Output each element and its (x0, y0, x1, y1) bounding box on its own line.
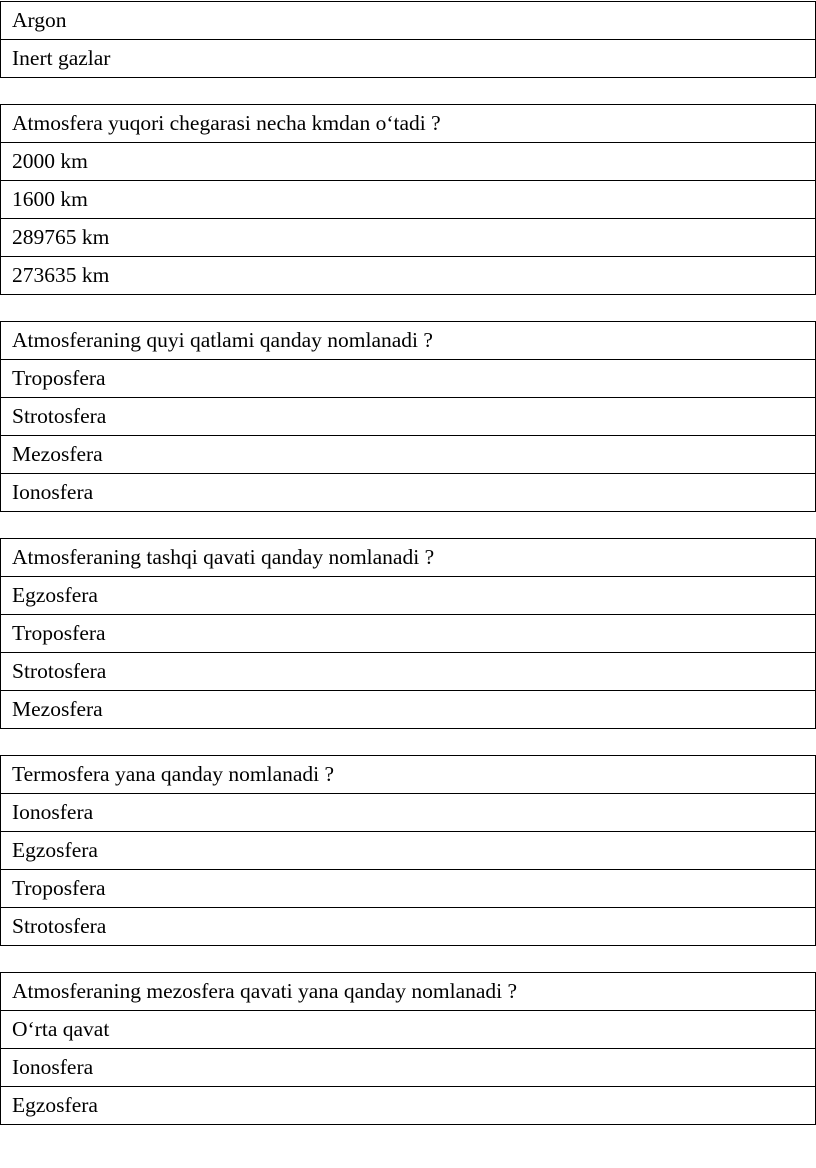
option-cell: Mezosfera (1, 691, 816, 729)
answer-table-continued (0, 1, 816, 78)
table-row (1, 2, 816, 40)
option-cell: 289765 km (1, 219, 816, 257)
table-row (1, 1011, 816, 1049)
table-row (1, 870, 816, 908)
option-cell: Mezosfera (1, 436, 816, 474)
question-cell: Termosfera yana qanday nomlanadi ? (1, 756, 816, 794)
option-cell: Ionosfera (1, 794, 816, 832)
question-cell: Atmosfera yuqori chegarasi necha kmdan o‘tadi ? (1, 105, 816, 143)
table-row (1, 181, 816, 219)
option-cell: 1600 km (1, 181, 816, 219)
table-row (1, 436, 816, 474)
table-row (1, 322, 816, 360)
table-row (1, 40, 816, 78)
table-row (1, 832, 816, 870)
question-cell: Atmosferaning mezosfera qavati yana qanday nomlanadi ? (1, 973, 816, 1011)
option-cell: Argon (1, 2, 816, 40)
table-row (1, 105, 816, 143)
option-cell: Ionosfera (1, 1049, 816, 1087)
option-cell: Troposfera (1, 360, 816, 398)
option-cell: Ionosfera (1, 474, 816, 512)
option-cell: 273635 km (1, 257, 816, 295)
table-row (1, 398, 816, 436)
option-cell: Troposfera (1, 870, 816, 908)
option-cell: Troposfera (1, 615, 816, 653)
table-row (1, 615, 816, 653)
option-cell: Egzosfera (1, 832, 816, 870)
table-row (1, 257, 816, 295)
option-cell: Strotosfera (1, 908, 816, 946)
table-row (1, 691, 816, 729)
option-cell: Strotosfera (1, 398, 816, 436)
table-row (1, 756, 816, 794)
question-table (0, 321, 816, 512)
table-row (1, 577, 816, 615)
option-cell: Inert gazlar (1, 40, 816, 78)
question-table (0, 104, 816, 295)
table-row (1, 1049, 816, 1087)
question-cell: Atmosferaning quyi qatlami qanday nomlanadi ? (1, 322, 816, 360)
table-row (1, 360, 816, 398)
option-cell: 2000 km (1, 143, 816, 181)
table-row (1, 794, 816, 832)
question-table (0, 972, 816, 1125)
option-cell: Strotosfera (1, 653, 816, 691)
table-row (1, 973, 816, 1011)
question-cell: Atmosferaning tashqi qavati qanday nomlanadi ? (1, 539, 816, 577)
question-table (0, 755, 816, 946)
table-row (1, 474, 816, 512)
table-row (1, 143, 816, 181)
table-row (1, 219, 816, 257)
option-cell: Egzosfera (1, 577, 816, 615)
option-cell: Egzosfera (1, 1087, 816, 1125)
table-row (1, 539, 816, 577)
option-cell: O‘rta qavat (1, 1011, 816, 1049)
table-row (1, 653, 816, 691)
table-row (1, 1087, 816, 1125)
question-table (0, 538, 816, 729)
table-row (1, 908, 816, 946)
